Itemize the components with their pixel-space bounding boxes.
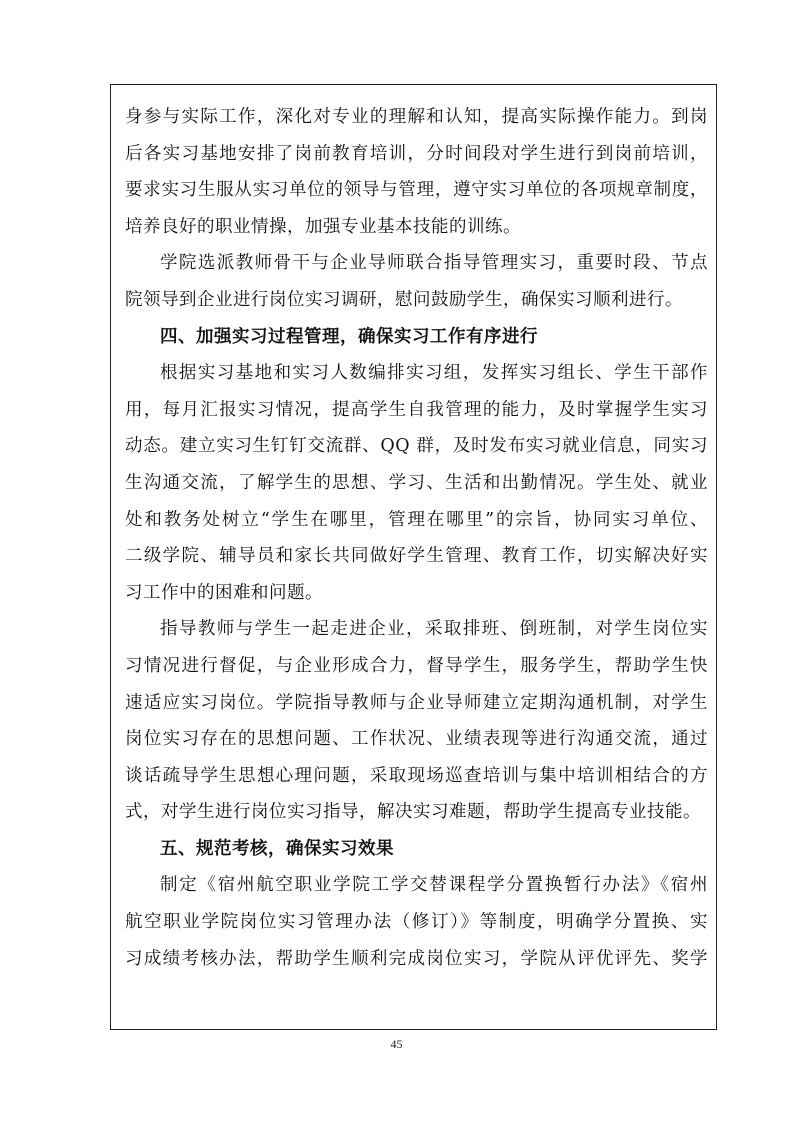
- paragraph-line: 习工作中的困难和问题。: [125, 582, 323, 603]
- content-frame: [110, 84, 717, 1030]
- paragraph-line: 航空职业学院岗位实习管理办法（修订）》等制度，明确学分置换、实: [125, 912, 708, 933]
- paragraph-line: 要求实习生服从实习单位的领导与管理，遵守实习单位的各项规章制度，: [125, 180, 708, 201]
- paragraph-line: 制定《宿州航空职业学院工学交替课程学分置换暂行办法》《宿州: [160, 875, 708, 896]
- paragraph-line: 院领导到企业进行岗位实习调研，慰问鼓励学生，确保实习顺利进行。: [125, 289, 683, 310]
- paragraph-line: 身参与实际工作，深化对专业的理解和认知，提高实际操作能力。到岗: [125, 107, 708, 127]
- section-heading: 四、加强实习过程管理，确保实习工作有序进行: [160, 326, 538, 347]
- paragraph-line: 学院选派教师骨干与企业导师联合指导管理实习，重要时段、节点: [160, 253, 708, 274]
- paragraph-line: 指导教师与学生一起走进企业，采取排班、倒班制，对学生岗位实: [160, 619, 708, 640]
- paragraph-line: 培养良好的职业情操，加强专业基本技能的训练。: [125, 216, 521, 237]
- paragraph-line: 谈话疏导学生思想心理问题，采取现场巡查培训与集中培训相结合的方: [125, 765, 708, 786]
- paragraph-line: 动态。建立实习生钉钉交流群、QQ 群，及时发布实习就业信息，同实习: [125, 436, 708, 457]
- paragraph-line: 岗位实习存在的思想问题、工作状况、业绩表现等进行沟通交流，通过: [125, 729, 708, 750]
- page-number: 45: [390, 1037, 403, 1051]
- document-body: [111, 85, 716, 977]
- paragraph-line: 生沟通交流，了解学生的思想、学习、生活和出勤情况。学生处、就业: [125, 472, 708, 493]
- paragraph-line: 速适应实习岗位。学院指导教师与企业导师建立定期沟通机制，对学生: [125, 692, 708, 713]
- paragraph-line: 二级学院、辅导员和家长共同做好学生管理、教育工作，切实解决好实: [125, 546, 708, 567]
- paragraph-line: 式，对学生进行岗位实习指导，解决实习难题，帮助学生提高专业技能。: [125, 802, 701, 823]
- paragraph-line: 用，每月汇报实习情况，提高学生自我管理的能力，及时掌握学生实习: [125, 399, 708, 420]
- paragraph-line: 后各实习基地安排了岗前教育培训，分时间段对学生进行到岗前培训，: [125, 143, 708, 164]
- paragraph-line: 处和教务处树立“学生在哪里，管理在哪里”的宗旨，协同实习单位、: [125, 509, 708, 530]
- paragraph-line: 根据实习基地和实习人数编排实习组，发挥实习组长、学生干部作: [160, 363, 708, 384]
- paragraph-line: 习成绩考核办法，帮助学生顺利完成岗位实习，学院从评优评先、奖学: [125, 948, 708, 969]
- paragraph-line: 习情况进行督促，与企业形成合力，督导学生，服务学生，帮助学生快: [125, 655, 708, 676]
- section-heading: 五、规范考核，确保实习效果: [160, 838, 394, 859]
